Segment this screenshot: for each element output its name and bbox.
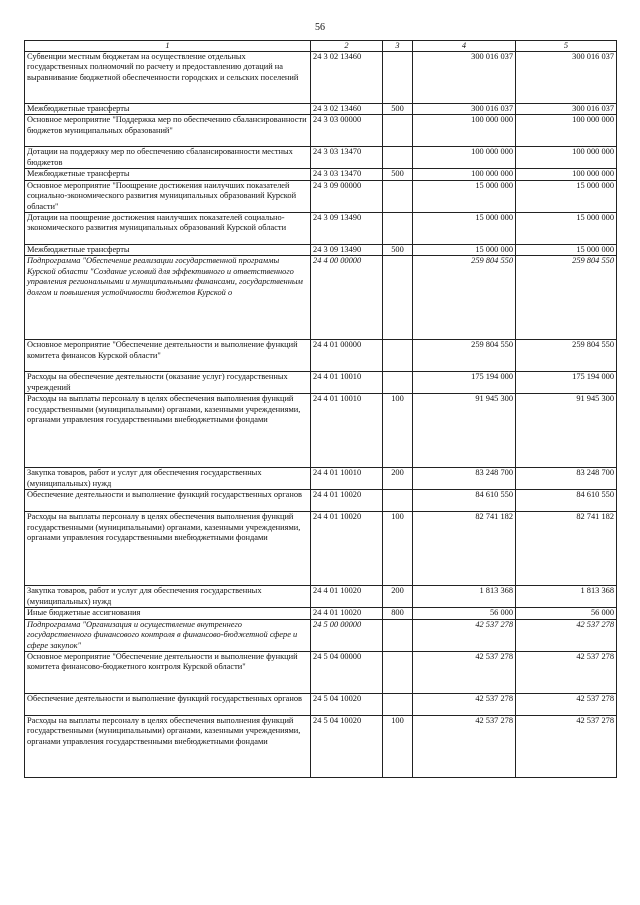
row-amount-1-cell: 56 000 (413, 608, 516, 619)
header-cell-3: 3 (383, 41, 413, 52)
row-code-cell: 24 3 03 13470 (311, 147, 383, 169)
row-code-cell: 24 3 03 13470 (311, 169, 383, 180)
row-amount-1-cell: 82 741 182 (413, 512, 516, 586)
row-amount-2-cell: 1 813 368 (516, 586, 617, 608)
row-amount-2-cell: 42 537 278 (516, 694, 617, 716)
row-code-cell: 24 5 04 10020 (311, 716, 383, 778)
header-cell-5: 5 (516, 41, 617, 52)
row-amount-1-cell: 100 000 000 (413, 115, 516, 147)
table-row (25, 586, 617, 608)
row-type-cell (383, 147, 413, 169)
row-type-cell (383, 619, 413, 651)
row-code-cell: 24 4 01 10020 (311, 586, 383, 608)
row-type-cell (383, 256, 413, 340)
row-name-cell: Закупка товаров, работ и услуг для обеспечения государственных (муниципальных) нужд (25, 586, 311, 608)
row-type-cell: 800 (383, 608, 413, 619)
row-amount-2-cell: 15 000 000 (516, 213, 617, 245)
row-amount-1-cell: 1 813 368 (413, 586, 516, 608)
table-row (25, 608, 617, 619)
row-amount-1-cell: 84 610 550 (413, 490, 516, 512)
row-code-cell: 24 5 04 00000 (311, 652, 383, 694)
header-cell-2: 2 (311, 41, 383, 52)
row-amount-1-cell: 83 248 700 (413, 468, 516, 490)
table-row (25, 52, 617, 104)
row-amount-1-cell: 42 537 278 (413, 619, 516, 651)
row-type-cell (383, 490, 413, 512)
row-code-cell: 24 4 01 10020 (311, 512, 383, 586)
table-row (25, 394, 617, 468)
row-name-cell: Иные бюджетные ассигнования (25, 608, 311, 619)
table-row (25, 468, 617, 490)
row-amount-1-cell: 42 537 278 (413, 652, 516, 694)
table-row (25, 147, 617, 169)
row-type-cell: 500 (383, 104, 413, 115)
row-name-cell: Дотации на поддержку мер по обеспечению сбалансированности местных бюджетов (25, 147, 311, 169)
row-amount-1-cell: 175 194 000 (413, 372, 516, 394)
row-amount-2-cell: 42 537 278 (516, 619, 617, 651)
table-row (25, 694, 617, 716)
row-type-cell (383, 340, 413, 372)
table-row (25, 256, 617, 340)
row-amount-1-cell: 259 804 550 (413, 340, 516, 372)
row-name-cell: Основное мероприятие "Поощрение достижения наилучших показателей социально-экономического развития муниципальных образований Курской области" (25, 180, 311, 212)
row-amount-2-cell: 83 248 700 (516, 468, 617, 490)
row-name-cell: Обеспечение деятельности и выполнение функций государственных органов (25, 694, 311, 716)
row-amount-1-cell: 42 537 278 (413, 694, 516, 716)
row-name-cell: Подпрограмма "Обеспечение реализации государственной программы Курской области "Создание условий для эффективного и ответственного управления региональными и муниципальными финансами, государственным долгом и повышения устойчивости бюджетов Курской о (25, 256, 311, 340)
table-row (25, 340, 617, 372)
row-type-cell (383, 213, 413, 245)
row-code-cell: 24 4 01 00000 (311, 340, 383, 372)
row-amount-2-cell: 56 000 (516, 608, 617, 619)
table-row (25, 652, 617, 694)
table-row (25, 372, 617, 394)
row-name-cell: Закупка товаров, работ и услуг для обеспечения государственных (муниципальных) нужд (25, 468, 311, 490)
row-amount-2-cell: 15 000 000 (516, 180, 617, 212)
row-amount-2-cell: 300 016 037 (516, 52, 617, 104)
row-name-cell: Основное мероприятие "Поддержка мер по обеспечению сбалансированности бюджетов муниципальных образований" (25, 115, 311, 147)
row-amount-2-cell: 91 945 300 (516, 394, 617, 468)
row-name-cell: Основное мероприятие "Обеспечение деятельности и выполнение функций комитета финансов Курской области" (25, 340, 311, 372)
row-code-cell: 24 3 02 13460 (311, 52, 383, 104)
table-row (25, 115, 617, 147)
row-code-cell: 24 4 01 10020 (311, 608, 383, 619)
row-amount-2-cell: 100 000 000 (516, 169, 617, 180)
row-name-cell: Дотации на поощрение достижения наилучших показателей социально-экономического развития муниципальных образований Курской области (25, 213, 311, 245)
page-number: 56 (315, 22, 325, 33)
row-type-cell: 200 (383, 586, 413, 608)
row-type-cell: 500 (383, 245, 413, 256)
row-amount-2-cell: 100 000 000 (516, 147, 617, 169)
table-row (25, 213, 617, 245)
header-cell-1: 1 (25, 41, 311, 52)
row-amount-2-cell: 259 804 550 (516, 256, 617, 340)
row-type-cell (383, 372, 413, 394)
row-name-cell: Межбюджетные трансферты (25, 245, 311, 256)
table-body (25, 52, 617, 778)
row-amount-1-cell: 100 000 000 (413, 147, 516, 169)
row-amount-2-cell: 175 194 000 (516, 372, 617, 394)
row-type-cell: 100 (383, 512, 413, 586)
table-row (25, 490, 617, 512)
row-code-cell: 24 3 02 13460 (311, 104, 383, 115)
row-name-cell: Расходы на выплаты персоналу в целях обеспечения выполнения функций государственными (муниципальными) органами, казенными учреждениями, органами управления государственными внебюджетными фондами (25, 394, 311, 468)
row-amount-1-cell: 300 016 037 (413, 52, 516, 104)
row-type-cell (383, 652, 413, 694)
row-code-cell: 24 4 01 10010 (311, 372, 383, 394)
row-amount-1-cell: 259 804 550 (413, 256, 516, 340)
header-cell-4: 4 (413, 41, 516, 52)
row-code-cell: 24 5 04 10020 (311, 694, 383, 716)
row-code-cell: 24 4 01 10020 (311, 490, 383, 512)
row-amount-1-cell: 15 000 000 (413, 180, 516, 212)
row-name-cell: Межбюджетные трансферты (25, 104, 311, 115)
row-amount-1-cell: 100 000 000 (413, 169, 516, 180)
table-row (25, 716, 617, 778)
row-amount-1-cell: 42 537 278 (413, 716, 516, 778)
table-row (25, 512, 617, 586)
table-row (25, 169, 617, 180)
budget-table (24, 40, 617, 778)
row-amount-1-cell: 91 945 300 (413, 394, 516, 468)
row-amount-1-cell: 15 000 000 (413, 245, 516, 256)
row-amount-1-cell: 15 000 000 (413, 213, 516, 245)
row-amount-2-cell: 42 537 278 (516, 716, 617, 778)
row-amount-2-cell: 259 804 550 (516, 340, 617, 372)
row-amount-2-cell: 82 741 182 (516, 512, 617, 586)
row-name-cell: Основное мероприятие "Обеспечение деятельности и выполнение функций комитета финансово-бюджетного контроля Курской области" (25, 652, 311, 694)
row-code-cell: 24 4 00 00000 (311, 256, 383, 340)
table-row (25, 245, 617, 256)
row-type-cell: 500 (383, 169, 413, 180)
row-code-cell: 24 3 09 13490 (311, 213, 383, 245)
table-row (25, 180, 617, 212)
row-type-cell (383, 694, 413, 716)
row-code-cell: 24 3 03 00000 (311, 115, 383, 147)
table-row (25, 619, 617, 651)
row-type-cell: 200 (383, 468, 413, 490)
row-name-cell: Межбюджетные трансферты (25, 169, 311, 180)
row-type-cell (383, 115, 413, 147)
row-name-cell: Расходы на обеспечение деятельности (оказание услуг) государственных учреждений (25, 372, 311, 394)
row-code-cell: 24 3 09 00000 (311, 180, 383, 212)
row-name-cell: Расходы на выплаты персоналу в целях обеспечения выполнения функций государственными (муниципальными) органами, казенными учреждениями, органами управления государственными внебюджетными фондами (25, 716, 311, 778)
row-type-cell: 100 (383, 716, 413, 778)
table-header-row (25, 41, 617, 52)
row-code-cell: 24 4 01 10010 (311, 394, 383, 468)
row-amount-2-cell: 15 000 000 (516, 245, 617, 256)
row-name-cell: Обеспечение деятельности и выполнение функций государственных органов (25, 490, 311, 512)
row-type-cell (383, 52, 413, 104)
row-name-cell: Субвенции местным бюджетам на осуществление отдельных государственных полномочий по расчету и предоставлению дотаций на выравнивание бюджетной обеспеченности городских и сельских поселений (25, 52, 311, 104)
row-type-cell: 100 (383, 394, 413, 468)
row-name-cell: Расходы на выплаты персоналу в целях обеспечения выполнения функций государственными (муниципальными) органами, казенными учреждениями, органами управления государственными внебюджетными фондами (25, 512, 311, 586)
row-code-cell: 24 4 01 10010 (311, 468, 383, 490)
table-row (25, 104, 617, 115)
row-name-cell: Подпрограмма "Организация и осуществление внутреннего государственного финансового контроля в финансово-бюджетной сфере и сфере закупок" (25, 619, 311, 651)
row-amount-2-cell: 300 016 037 (516, 104, 617, 115)
row-code-cell: 24 5 00 00000 (311, 619, 383, 651)
row-amount-2-cell: 84 610 550 (516, 490, 617, 512)
row-type-cell (383, 180, 413, 212)
row-amount-2-cell: 100 000 000 (516, 115, 617, 147)
row-amount-2-cell: 42 537 278 (516, 652, 617, 694)
row-amount-1-cell: 300 016 037 (413, 104, 516, 115)
row-code-cell: 24 3 09 13490 (311, 245, 383, 256)
